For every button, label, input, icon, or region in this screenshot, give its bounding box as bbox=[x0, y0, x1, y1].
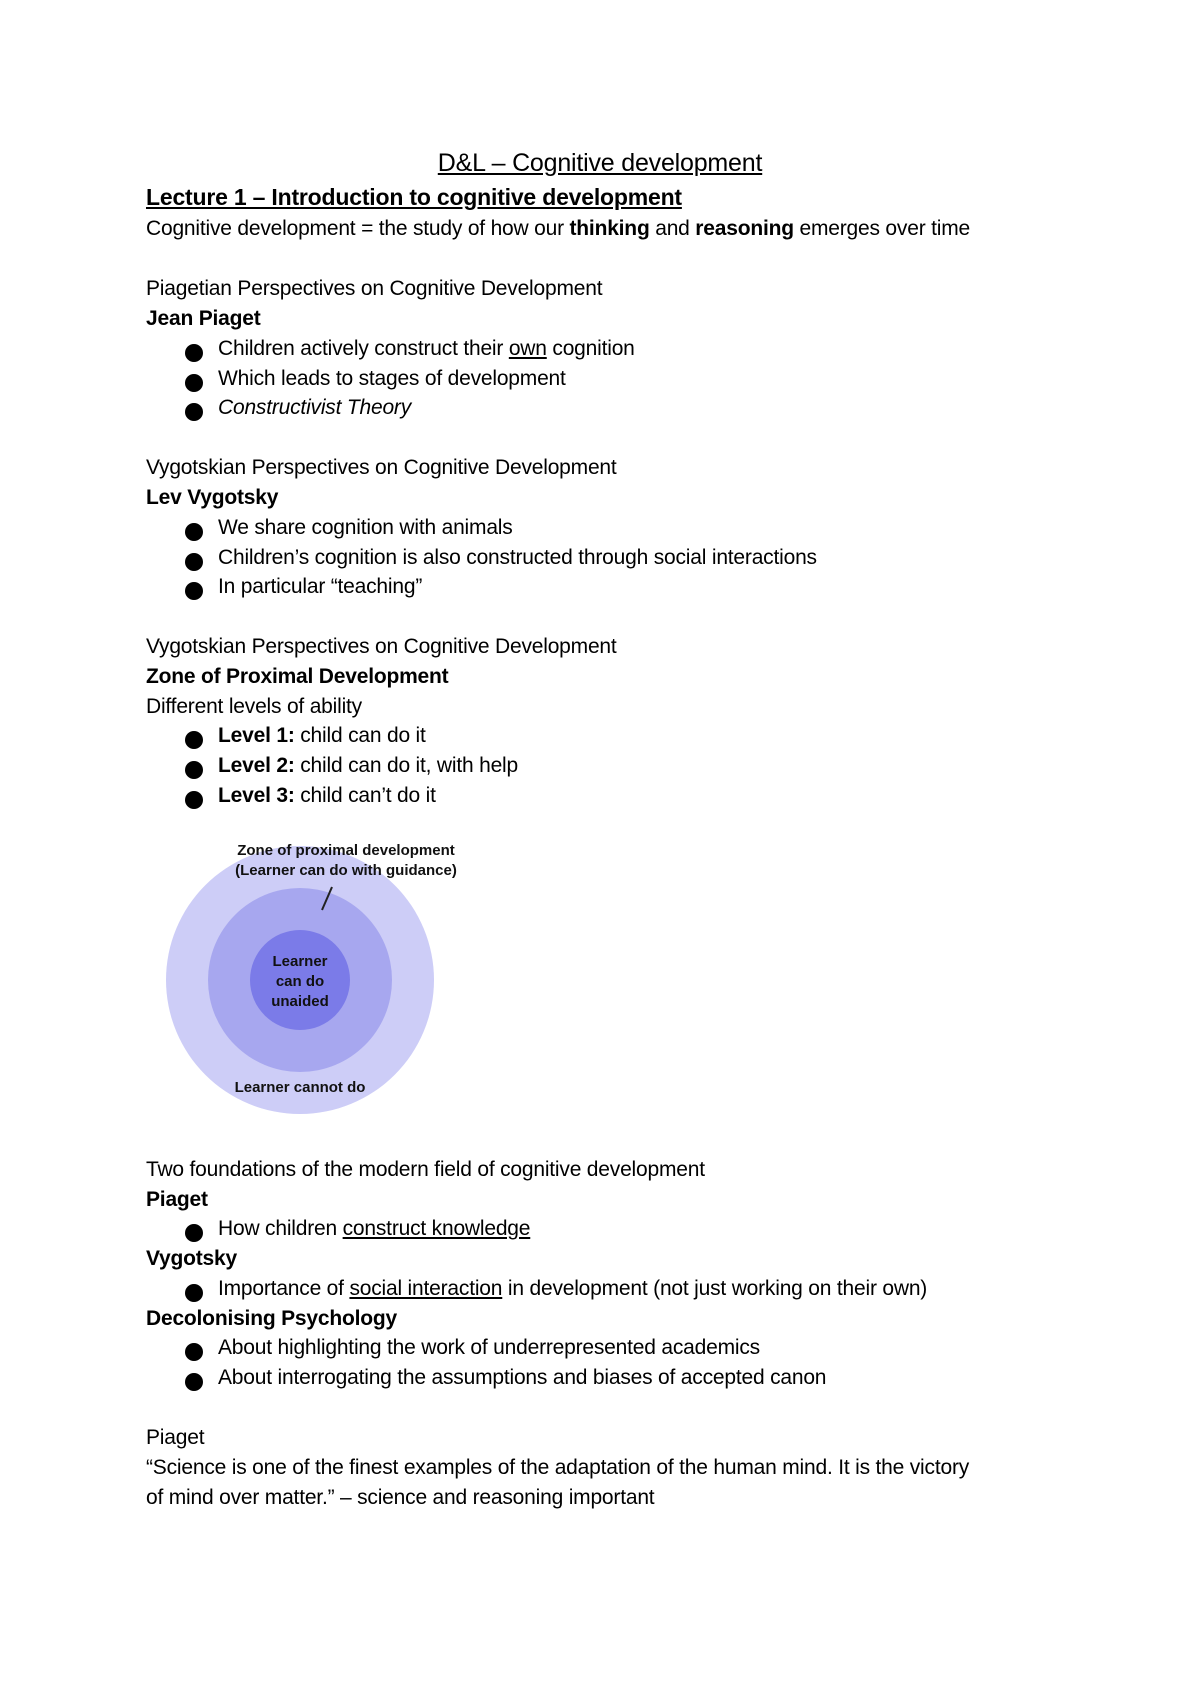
level-1-label: Level 1: bbox=[218, 724, 295, 747]
piaget-bullet-1-underlined: own bbox=[508, 337, 547, 360]
level-2-item bbox=[218, 751, 518, 781]
decolonising-bullet-1: About highlighting the work of underrepresented academics bbox=[218, 1336, 760, 1359]
bullet-icon bbox=[185, 344, 203, 362]
zone-label-2: (Learner can do with guidance) bbox=[235, 862, 457, 879]
piaget-bullet-1-pre: Children actively construct their bbox=[218, 337, 509, 360]
zpd-diagram bbox=[160, 832, 480, 1122]
document-title: D&L – Cognitive development bbox=[437, 149, 763, 177]
level-2-text: child can do it, with help bbox=[294, 754, 519, 777]
definition-bold-reasoning: reasoning bbox=[695, 217, 794, 240]
vygotsky-bullet-2: Children’s cognition is also constructed through social interactions bbox=[218, 546, 817, 569]
piaget-bullet-1-post: cognition bbox=[546, 337, 635, 360]
foundations-piaget-bullet bbox=[218, 1214, 530, 1244]
bullet-icon bbox=[185, 582, 203, 600]
center-label-3: unaided bbox=[271, 993, 329, 1010]
quote-line-1: “Science is one of the finest examples of the adaptation of the human mind. It is the victory bbox=[146, 1456, 970, 1479]
bullet-icon bbox=[185, 791, 203, 809]
bullet-icon bbox=[185, 553, 203, 571]
bullet-icon bbox=[185, 523, 203, 541]
level-3-text: child can’t do it bbox=[294, 784, 436, 807]
level-3-label: Level 3: bbox=[218, 784, 295, 807]
zpd-intro: Different levels of ability bbox=[146, 695, 362, 718]
definition-mid: and bbox=[649, 217, 696, 240]
bullet-icon bbox=[185, 761, 203, 779]
outer-label: Learner cannot do bbox=[234, 1079, 366, 1096]
bullet-icon bbox=[185, 1373, 203, 1391]
piaget-bullet-3: Constructivist Theory bbox=[218, 396, 412, 419]
vygotsky-bullet-1: We share cognition with animals bbox=[218, 516, 513, 539]
quote-heading: Piaget bbox=[146, 1426, 205, 1449]
zpd-name: Zone of Proximal Development bbox=[146, 665, 449, 688]
foundations-piaget: Piaget bbox=[146, 1188, 208, 1211]
piaget-section-heading: Piagetian Perspectives on Cognitive Development bbox=[146, 277, 603, 300]
vygotsky-section-heading: Vygotskian Perspectives on Cognitive Development bbox=[146, 456, 617, 479]
decolonising-heading: Decolonising Psychology bbox=[146, 1307, 397, 1330]
bullet-icon bbox=[185, 1284, 203, 1302]
level-1-text: child can do it bbox=[294, 724, 426, 747]
lecture-heading: Lecture 1 – Introduction to cognitive development bbox=[146, 184, 682, 210]
level-2-label: Level 2: bbox=[218, 754, 295, 777]
foundations-piaget-underlined: construct knowledge bbox=[342, 1217, 531, 1240]
piaget-bullet-1 bbox=[218, 334, 635, 364]
definition-post: emerges over time bbox=[793, 217, 970, 240]
bullet-icon bbox=[185, 731, 203, 749]
level-3-item bbox=[218, 781, 436, 811]
definition-text bbox=[146, 214, 970, 244]
vygotsky-bullet-3: In particular “teaching” bbox=[218, 575, 423, 598]
bullet-icon bbox=[185, 1343, 203, 1361]
bullet-icon bbox=[185, 374, 203, 392]
bullet-icon bbox=[185, 403, 203, 421]
bullet-icon bbox=[185, 1224, 203, 1242]
level-1-item bbox=[218, 721, 426, 751]
definition-pre: Cognitive development = the study of how our bbox=[146, 217, 570, 240]
foundations-vygotsky-underlined: social interaction bbox=[349, 1277, 503, 1300]
piaget-bullet-2: Which leads to stages of development bbox=[218, 367, 566, 390]
foundations-vygotsky-bullet bbox=[218, 1274, 927, 1304]
center-label-1: Learner bbox=[272, 953, 328, 970]
decolonising-bullet-2: About interrogating the assumptions and biases of accepted canon bbox=[218, 1366, 827, 1389]
foundations-vygotsky-pre: Importance of bbox=[218, 1277, 350, 1300]
foundations-vygotsky-post: in development (not just working on their own) bbox=[502, 1277, 928, 1300]
foundations-piaget-pre: How children bbox=[218, 1217, 343, 1240]
quote-line-2: of mind over matter.” – science and reasoning important bbox=[146, 1486, 655, 1509]
zpd-section-heading: Vygotskian Perspectives on Cognitive Development bbox=[146, 635, 617, 658]
center-label-2: can do bbox=[275, 973, 325, 990]
piaget-name: Jean Piaget bbox=[146, 307, 261, 330]
foundations-heading: Two foundations of the modern field of cognitive development bbox=[146, 1158, 705, 1181]
definition-bold-thinking: thinking bbox=[569, 217, 650, 240]
foundations-vygotsky: Vygotsky bbox=[146, 1247, 237, 1270]
vygotsky-name: Lev Vygotsky bbox=[146, 486, 279, 509]
zone-label-1: Zone of proximal development bbox=[237, 842, 455, 859]
